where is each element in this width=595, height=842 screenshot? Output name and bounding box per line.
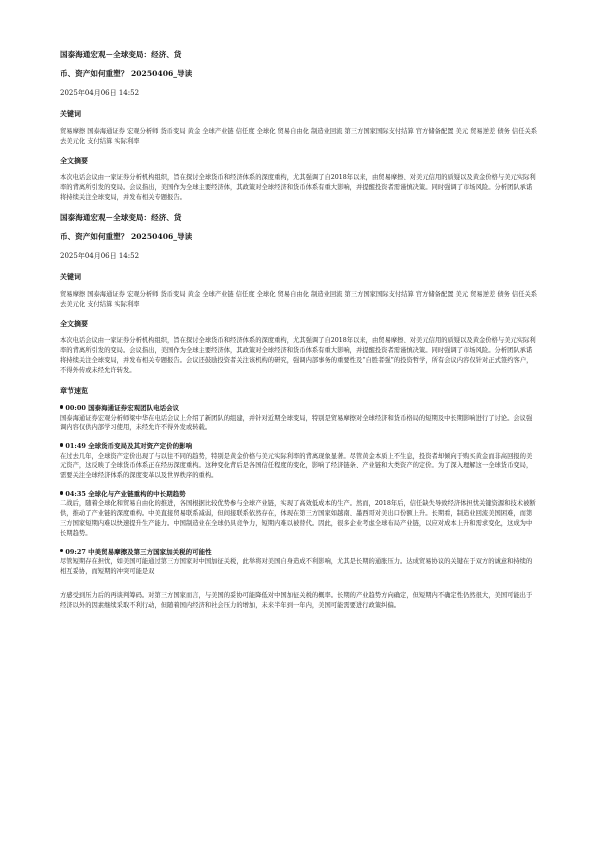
chapter-section: [60, 548, 538, 611]
chapter-title: [60, 548, 538, 558]
chapter-body: 国泰海通证券宏观分析师梁中华在电话会议上介绍了新团队的组建，并针对近期全球变局，特别是贸易摩擦对全球经济和货币格局的短期及中长期影响进行了讨论。会议强调内容仅供内部学习使用，未经允许不得外发或转载。: [60, 414, 533, 432]
document-datetime: 2025年04月06日 14:52: [60, 89, 140, 97]
summary-text-extended: 本次电话会议由一家证券分析机构组织，旨在探讨全球货币和经济体系的深度重构，尤其强调了自2018年以来，由贸易摩擦、对美元信用的质疑以及黄金价格与美元实际利率的背离所引发的变局。会议指出，美国作为全球主要经济体，其政策对全球经济和货币体系有重大影响，并提醒投资者需谨慎决策。同时强调了市场风险。分析团队承诺将持续关注全球变局，并发布相关专题报告。会议还鼓励投资者关注该机构的研究，强调内部事务的重要性及“自胜者强”的投资哲学，所有会议内容仅针对正式签约客户，不得外传或未经允许转发。: [60, 337, 536, 374]
document-title-line-2: 币、资产如何重塑？ 20250406_导读: [60, 69, 193, 78]
keywords-heading: 关键词: [60, 109, 81, 118]
keywords-text-repeat: 贸易摩擦 国泰海通证券 宏观分析师 货币变局 黄金 全球产业链 信任度 全球化 贸易自由化 制造业回流 第三方国家国际支付结算 官方储备配置 美元 贸易逆差 债务 信任关系 去美元化 支付结算 实际利率: [60, 291, 538, 308]
chapter-section: [60, 442, 538, 481]
chapter-title: [60, 442, 538, 452]
chapter-body: 尽管短期存在担忧，如美国可能通过第三方国家对中国加征关税，此举将对美国自身造成不利影响，尤其是长期的通胀压力。达成贸易协议的关键在于双方的诚意和持续的相互妥协，而短期的冲突可能是双: [60, 558, 533, 575]
chapter-section: [60, 490, 538, 539]
page-break-gap: [60, 577, 538, 591]
keywords-text: 贸易摩擦 国泰海通证券 宏观分析师 货币变局 黄金 全球产业链 信任度 全球化 贸易自由化 制造业回流 第三方国家国际支付结算 官方储备配置 美元 贸易逆差 债务 信任关系 去美元化 支付结算 实际利率: [60, 128, 538, 145]
document-title-line-2-repeat: 币、资产如何重塑？ 20250406_导读: [60, 232, 193, 241]
chapter-title-text: 04:35 全球化与产业链重构的中长期趋势: [65, 489, 186, 498]
chapters-heading: 章节速览: [60, 386, 88, 395]
chapter-title-text: 09:27 中美贸易摩擦及第三方国家加关税的可能性: [65, 547, 212, 556]
bullet-icon: [60, 549, 63, 552]
bullet-icon: [60, 443, 63, 446]
chapter-title: [60, 490, 538, 500]
chapter-body-continued: 方感受到压力后的再谈判筹码。对第三方国家而言，与美国的妥协可能降低对中国加征关税的概率。长期的产业趋势方向确定，但短期内不确定性仍然很大，美国可能出于经济以外的因素继续采取不利行动，但随着国内经济和社会压力的增加，未来半年到一年内，美国可能需要进行政策纠偏。: [60, 591, 533, 609]
document-page: [60, 50, 538, 610]
document-datetime-repeat: 2025年04月06日 14:52: [60, 252, 140, 260]
bullet-icon: [60, 491, 63, 494]
chapter-title: [60, 404, 538, 414]
chapter-body: 二战后，随着全球化和贸易自由化的推进，各国根据比较优势参与全球产业链，实现了高效低成本的生产。然而，2018年后，信任缺失导致经济体担忧关键资源和技术被断供，推动了产业链的深度重构。中美直接贸易联系减弱，但间接联系依然存在，体现在第三方国家如越南、墨西哥对美出口份额上升。长期看，制造业回流美国困难，而第三方国家短期内难以快速提升生产能力。中国制造业在全球仍具竞争力，短期内难以被替代。因此，很多企业考虑全球布局产业链，以应对成本上升和需求变化，这成为中长期趋势。: [60, 500, 536, 537]
chapter-title-text: 01:49 全球货币变局及其对资产定价的影响: [65, 442, 193, 451]
summary-text: 本次电话会议由一家证券分析机构组织，旨在探讨全球货币和经济体系的深度重构，尤其强调了自2018年以来，由贸易摩擦、对美元信用的质疑以及黄金价格与美元实际利率的背离所引发的变局。会议指出，美国作为全球主要经济体，其政策对全球经济和货币体系有重大影响，并提醒投资者需谨慎决策。同时强调了市场风险。分析团队承诺将持续关注全球变局，并发布相关专题报告。: [60, 174, 536, 201]
document-title-line-1: 国泰海通宏观－全球变局：经济、货: [60, 50, 182, 59]
document-title-line-1-repeat: 国泰海通宏观－全球变局：经济、货: [60, 213, 182, 222]
chapter-section: [60, 404, 538, 433]
summary-heading-repeat: 全文摘要: [60, 319, 88, 328]
bullet-icon: [60, 405, 63, 408]
keywords-heading-repeat: 关键词: [60, 272, 81, 281]
chapter-title-text: 00:00 国泰海通证券宏观团队电话会议: [65, 404, 180, 412]
summary-heading: 全文摘要: [60, 156, 88, 165]
chapter-body: 在过去几年，全球资产定价出现了与以往不同的趋势，特别是黄金价格与美元实际利率的背离现象显著。尽管黄金本质上不生息，投资者却倾向于购买黄金而非高回报的美元资产，这反映了全球货币体系正在经历深度重构。这种变化背后是各国信任程度的变化，影响了经济链条、产业链和大类资产的定价。为了深入理解这一全球货币变局，需要关注全球经济体系的深度变革以及世界秩序的重构。: [60, 452, 533, 480]
